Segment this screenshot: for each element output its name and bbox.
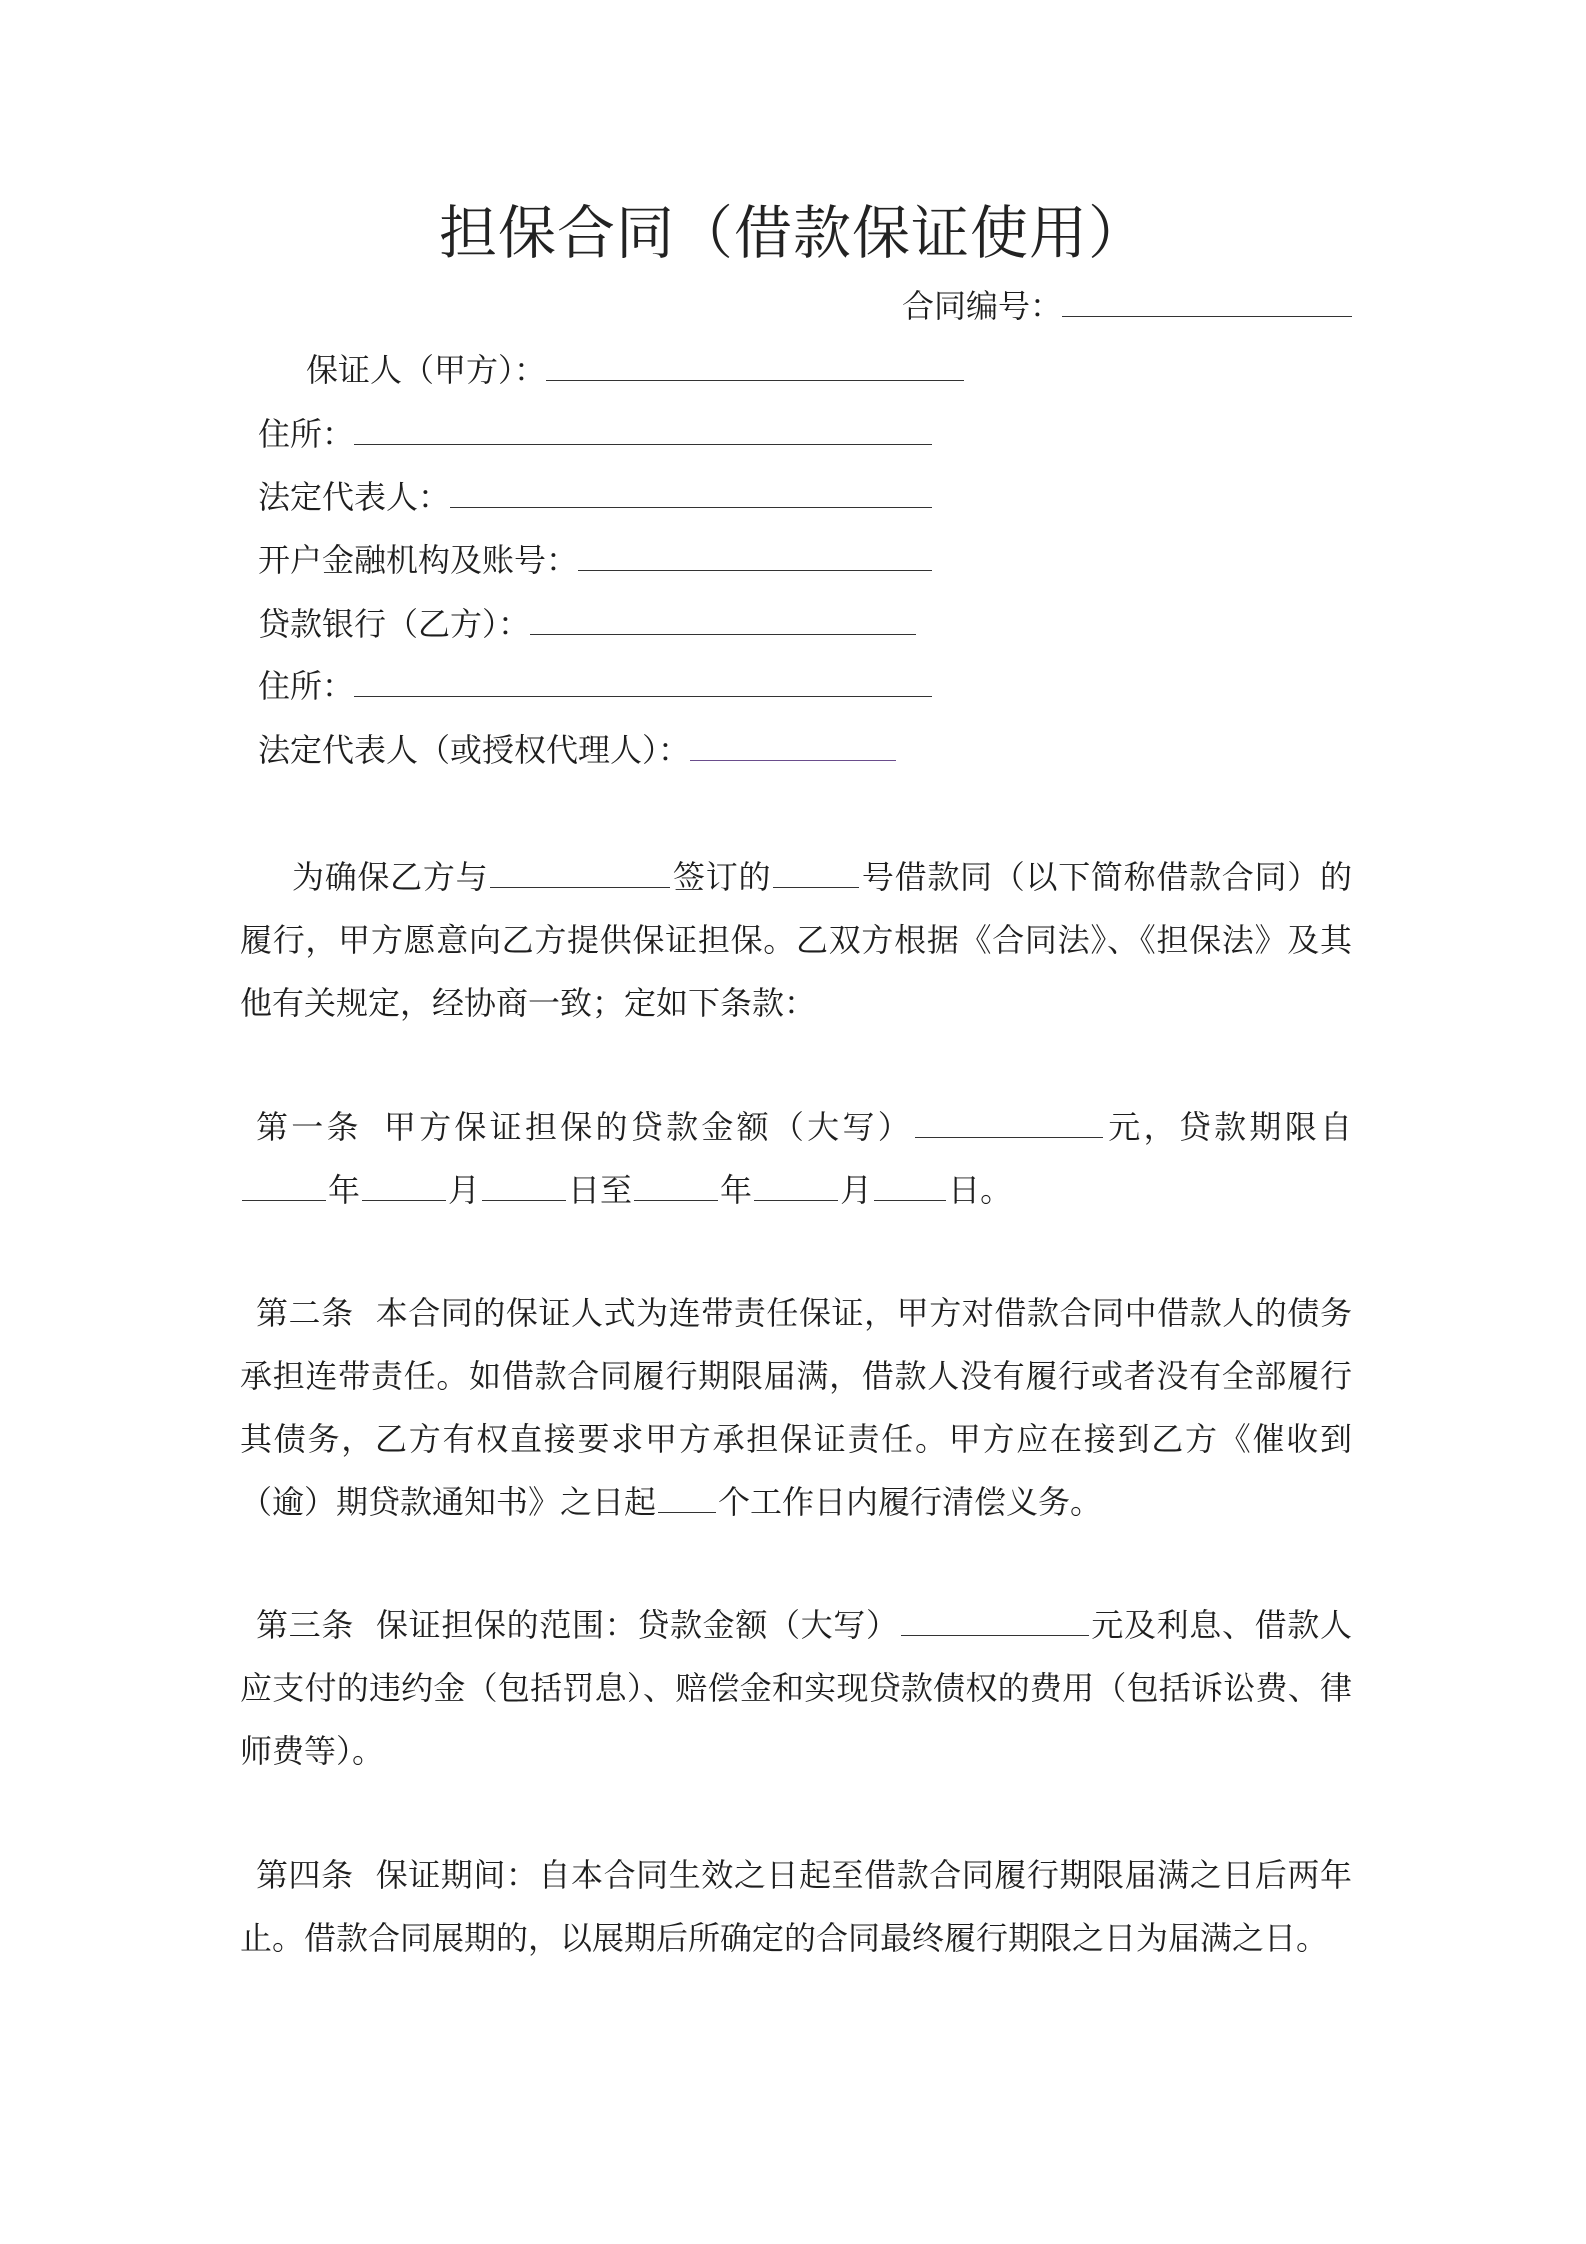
end-year-blank[interactable]	[634, 1170, 718, 1201]
guarantor-rep-line	[258, 477, 932, 517]
preamble-party-blank[interactable]	[490, 857, 670, 888]
preamble-paragraph	[240, 846, 1352, 1035]
article-1-text-4: 月	[448, 1171, 481, 1209]
preamble-text-2: 签订的	[672, 858, 772, 896]
guarantor-blank[interactable]	[546, 350, 964, 381]
article-2-paragraph	[240, 1282, 1352, 1534]
guarantor-rep-blank[interactable]	[450, 477, 932, 508]
article-1-text-7: 月	[840, 1171, 873, 1209]
lender-line	[258, 604, 916, 644]
field-label-lender: 贷款银行（乙方）：	[258, 605, 531, 643]
lender-rep-blank[interactable]	[690, 730, 896, 761]
article-1-text-2: 元，贷款期限自	[1105, 1108, 1352, 1146]
article-3-text-1: 保证担保的范围：贷款金额（大写）	[376, 1606, 899, 1644]
article-2-heading: 第二条	[256, 1294, 354, 1332]
lender-address-blank[interactable]	[354, 666, 932, 697]
preamble-text-3: 号借款同（以下简称借款合同）的履行，甲方愿意向乙方提供保证担保。乙双方根据《合同法》、《担保法》及其他有关规定，经协商一致；定如下条款：	[240, 858, 1352, 1022]
article-1-text-3: 年	[328, 1171, 361, 1209]
field-label-bank-account: 开户金融机构及账号：	[258, 541, 579, 579]
article-2-text-1: 本合同的保证人式为连带责任保证，甲方对借款合同中借款人的债务承担连带责任。如借款合同履行期限届满，借款人没有履行或者没有全部履行其债务，乙方有权直接要求甲方承担保证责任。甲方应在接到乙方《催收到（逾）期贷款通知书》之日起	[240, 1294, 1352, 1521]
article-1-heading: 第一条	[256, 1108, 362, 1146]
end-day-blank[interactable]	[874, 1170, 946, 1201]
bank-account-blank[interactable]	[578, 540, 932, 571]
guarantor-address-blank[interactable]	[354, 414, 932, 445]
article-3-text-2: 元及利息、借款人应支付的违约金（包括罚息）、赔偿金和实现贷款债权的费用（包括诉讼费、律师费等）。	[240, 1606, 1352, 1770]
preamble-text-1: 为确保乙方与	[292, 858, 489, 896]
field-label-legal-rep-1: 法定代表人：	[258, 478, 451, 516]
guarantor-line	[306, 350, 964, 390]
field-label-address-2: 住所：	[258, 667, 355, 705]
field-label-address-1: 住所：	[258, 415, 355, 453]
document-title: 担保合同（借款保证使用）	[438, 199, 1147, 267]
lender-blank[interactable]	[530, 604, 916, 635]
loan-amount-blank[interactable]	[915, 1107, 1103, 1138]
article-3-heading: 第三条	[256, 1606, 354, 1644]
article-1-text-6: 年	[720, 1171, 753, 1209]
lender-rep-line	[258, 730, 896, 770]
article-2-text-2: 个工作日内履行清偿义务。	[718, 1483, 1103, 1521]
guarantee-amount-blank[interactable]	[901, 1605, 1089, 1636]
article-4-text-1: 保证期间：自本合同生效之日起至借款合同履行期限届满之日后两年止。借款合同展期的，以展期后所确定的合同最终履行期限之日为届满之日。	[240, 1856, 1352, 1957]
contract-number-label: 合同编号：	[902, 287, 1063, 325]
guarantor-address-line	[258, 414, 932, 454]
article-1-paragraph	[240, 1096, 1352, 1222]
article-1-text-5: 日至	[568, 1171, 633, 1209]
lender-address-line	[258, 666, 932, 706]
preamble-number-blank[interactable]	[773, 857, 859, 888]
working-days-blank[interactable]	[658, 1482, 716, 1513]
article-4-heading: 第四条	[256, 1856, 354, 1894]
contract-number-line	[902, 286, 1352, 326]
article-1-text-1: 甲方保证担保的贷款金额（大写）	[383, 1108, 914, 1146]
article-4-paragraph	[240, 1844, 1352, 1970]
article-3-paragraph	[240, 1594, 1352, 1783]
start-month-blank[interactable]	[362, 1170, 446, 1201]
article-1-text-8: 日。	[948, 1171, 1013, 1209]
bank-account-line	[258, 540, 932, 580]
start-year-blank[interactable]	[242, 1170, 326, 1201]
field-label-legal-rep-2: 法定代表人（或授权代理人）：	[258, 731, 691, 769]
contract-number-blank[interactable]	[1062, 286, 1352, 317]
end-month-blank[interactable]	[754, 1170, 838, 1201]
field-label-guarantor: 保证人（甲方）：	[306, 351, 547, 389]
start-day-blank[interactable]	[482, 1170, 566, 1201]
